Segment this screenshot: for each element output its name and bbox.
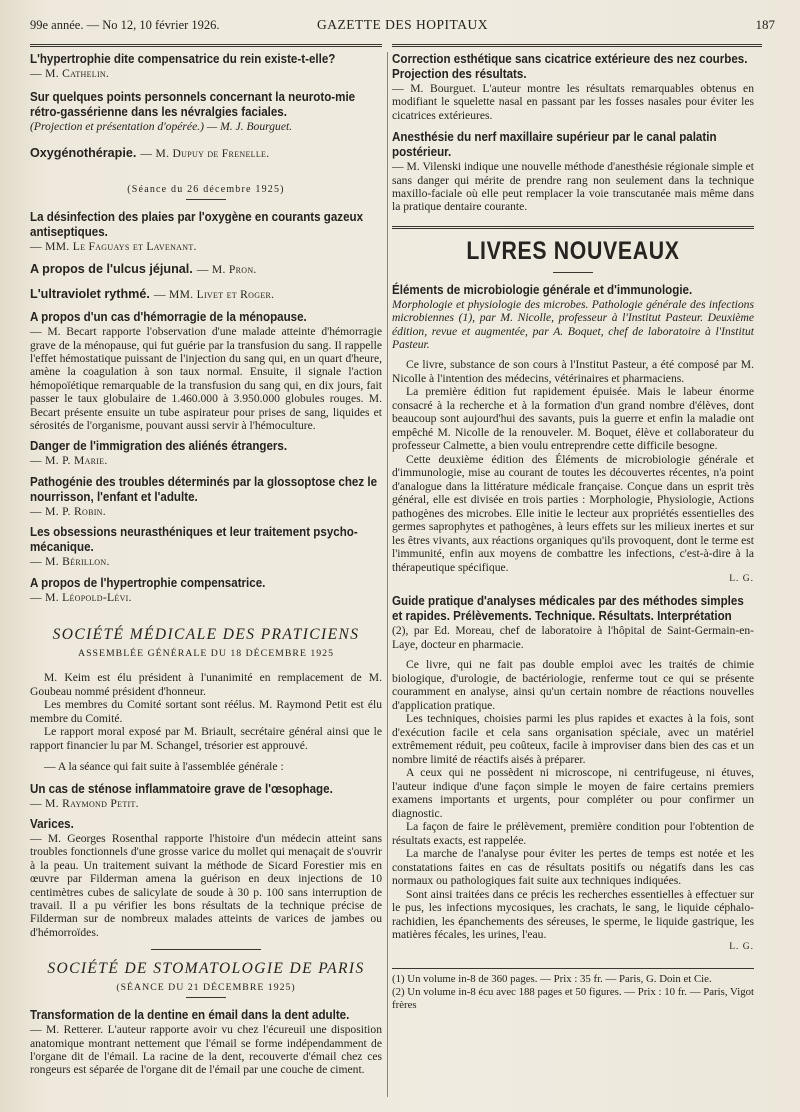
- signature: L. G.: [729, 941, 754, 952]
- book-review: [392, 283, 754, 585]
- divider: [186, 199, 226, 200]
- article-author: — MM. Livet et Roger.: [153, 288, 275, 302]
- article-title: A propos de l'ulcus jéjunal.: [30, 262, 193, 277]
- book-details: (2), par Ed. Moreau, chef de laboratoire à l'hôpital de Saint-Germain-en-Laye, docteur en pharmacie.: [392, 624, 754, 651]
- article-note: (Projection et présentation d'opérée.) — M. J. Bourguet.: [30, 120, 293, 134]
- article: [30, 576, 382, 604]
- article-author: — M. P. Robin.: [30, 504, 106, 518]
- article-body: — M. Bourguet. L'auteur montre les résultats remarquables obtenus en modifiant le squelette nasal en passant par les fosses nasales pour éviter les cicatrices extérieures.: [392, 82, 754, 122]
- book-details: Morphologie et physiologie des microbes. Pathologie générale des infections microbiennes (1), par M. Nicolle, professeur à l'Institut Pasteur. Deuxième édition, revue et augmentée, par A. Boquet, chef de laboratoire à l'Institut Pasteur.: [392, 297, 754, 352]
- article: [30, 817, 382, 939]
- article-body: — M. Vilenski indique une nouvelle méthode d'anesthésie régionale simple et sans danger qui mérite de prendre rang non seulement dans la technique maxillo-faciale où elle peut remplacer la voie transcutanée mais même dans la pratique dentaire courante.: [392, 160, 754, 214]
- article-title: Pathogénie des troubles déterminés par la glossoptose chez le nourrisson, l'enfant et l'adulte.: [30, 474, 378, 504]
- book-review: [392, 594, 754, 951]
- paragraph: Sont ainsi traitées dans ce précis les recherches essentielles à effectuer sur le pus, les infections mycosiques, les crachats, le sang, le liquide céphalo-rachidien, les épanchements des séreuses, le sperme, le liquide gastrique, les matières fécales, les urines, l'eau.: [392, 887, 754, 942]
- article-author: — M. Cathelin.: [30, 67, 110, 80]
- article-author: — M. Bérillon.: [30, 555, 110, 569]
- article: [30, 310, 382, 432]
- article-title: Un cas de sténose inflammatoire grave de l'œsophage.: [30, 781, 333, 796]
- header-rule-left: [30, 44, 382, 47]
- article: [30, 52, 382, 80]
- article-title: Les obsessions neurasthéniques et leur traitement psycho-mécanique.: [30, 525, 358, 555]
- article-body: — M. Georges Rosenthal rapporte l'histoire d'un médecin atteint sans troubles fonctionnels d'une grosse varice du mollet qui menaçait de s'ouvrir à la peau. Un traitement suivant la méthode de Sicard Forestier mis en œuvre par Filderman amena la guérison en deux injections de 10 centimètres cubes de salicylate de soude à 30 p. 100 sans interruption de travail. Il a pu vérifier les bons résultats de la technique précise de Filderman sur de nombreux malades atteints de varices de jambes ou d'hémorroïdes.: [30, 832, 382, 939]
- spacer: [392, 651, 754, 658]
- book-title: Guide pratique d'analyses médicales par des méthodes simples et rapides. Prélèvements. Technique. Résultats. Interprétation: [392, 594, 744, 624]
- article-title: Correction esthétique sans cicatrice extérieure des nez courbes. Projection des résultats.: [392, 52, 748, 81]
- article: [30, 90, 382, 133]
- session-heading: ASSEMBLÉE GÉNÉRALE DU 18 DÉCEMBRE 1925: [78, 648, 334, 660]
- paragraph: La première édition fut rapidement épuisée. Mais le labeur énorme consacré à la recherche et à la formation d'un grand nombre d'élèves, dont beaucoup sont aujourd'hui des savants, puis la guerre et enfin la maladie ont empêché M. Nicolle de la renouveler. M. Boquet, élève et collaborateur du professeur Calmette, a bien voulu entreprendre cette difficile besogne.: [392, 385, 754, 453]
- issue-info: 99e année. — No 12, 10 février 1926.: [30, 18, 220, 32]
- paragraph: Les techniques, choisies parmi les plus rapides et exactes à la fois, sont d'exécution facile et cela sans organisation spéciale, avec un matériel extrêmement réduit, peu coûteux, facile à improviser dans bien des cas et un nombre limité de réactifs aisés à préparer.: [392, 712, 754, 766]
- paragraph: Le rapport moral exposé par M. Briault, secrétaire général ainsi que le rapport financier lu par M. Schangel, trésorier est approuvé.: [30, 725, 382, 752]
- column-divider: [387, 52, 388, 1097]
- divider: [186, 997, 226, 998]
- article-title: A propos d'un cas d'hémorragie de la ménopause.: [30, 310, 307, 325]
- paragraph: Les membres du Comité sortant sont réélus. M. Raymond Petit est élu membre du Comité.: [30, 698, 382, 725]
- article-title: La désinfection des plaies par l'oxygène en courants gazeux antiseptiques.: [30, 209, 364, 239]
- article-author: — M. Dupuy de Frenelle.: [140, 146, 270, 160]
- article-title: Oxygénothérapie.: [30, 145, 137, 160]
- article: [30, 475, 382, 518]
- article-author: — M. P. Marie.: [30, 454, 108, 468]
- right-column: [392, 48, 754, 1012]
- article-body: — M. Becart rapporte l'observation d'une malade atteinte d'hémorragie grave de la ménopause, qui fut guérie par la transfusion du sang. Il rappelle l'effet hémostatique puissant de l'injection du sang qui, en un quart d'heure, amène la coagulation à son taux normal. Ensuite, il signale l'action hémopoïétique remarquable de la transfusion du sang qui, en dix jours, fait passer le taux globulaire de 1.460.000 à 3.950.000 globules rouges. M. Becart présente ensuite un tube aspirateur pour prises de sang, liquides et sérosités de l'organisme, pouvant aussi servir à l'hémoculture.: [30, 325, 382, 433]
- article: [30, 439, 382, 467]
- section-rule: [392, 226, 754, 229]
- footnote: (2) Un volume in-8 écu avec 188 pages et 50 figures. — Prix : 10 fr. — Paris, Vigot frères: [392, 985, 754, 1011]
- article-title: Sur quelques points personnels concernant la neuroto-mie rétro-gassérienne dans les névralgies faciales.: [30, 90, 356, 120]
- article: [30, 525, 382, 568]
- paragraph: La façon de faire le prélèvement, première condition pour l'obtention de résultats exacts, est rappelée.: [392, 820, 754, 847]
- article-author: — MM. Le Faguays et Lavenant.: [30, 239, 197, 253]
- divider: [151, 949, 261, 950]
- left-column: [30, 48, 382, 1084]
- article: [30, 210, 382, 253]
- paragraph: Ce livre, qui ne fait pas double emploi avec les traités de chimie biologique, d'urologie, de bactériologie, renferme tout ce qui se présente couramment en analyse, ainsi qu'un certain nombre de réactions nouvelles d'application pratique.: [392, 658, 754, 712]
- article-body: — M. Retterer. L'auteur rapporte avoir vu chez l'écureuil une disposition anatomique montrant nettement que l'émail se forme indépendamment de l'organe dit de l'émail. La racine de la dent, recouverte d'émail chez ces rongeurs est séparée de l'organe dit de l'émail par une couche de ciment.: [30, 1023, 382, 1077]
- article: [392, 130, 754, 214]
- article: [30, 144, 382, 162]
- paragraph: Cette deuxième édition des Éléments de microbiologie générale et d'immunologie, mise au courant de toutes les découvertes récentes, n'a point d'analogue dans la littérature médicale française. Conçue dans un esprit très général, elle est divisée en trois parties : Morphologie, Physiologie, Actions pathogènes des microbes. Elle initie le lecteur aux propriétés essentielles des germes saprophytes et pathogènes, à leurs effets sur les milieux inertes et sur les êtres vivants, aux réactions organiques qu'ils provoquent, dont le terme est l'immunité, enfin aux moyens de combattre les infections, c'est-à-dire à la thérapeutique spécifique.: [392, 452, 754, 574]
- article: [30, 285, 382, 303]
- paragraph: A ceux qui ne possèdent ni microscope, ni centrifugeuse, ni étuves, l'auteur indique d'une façon simple le moyen de faire certains premiers examens importants et urgents, pour compléter ou pour confirmer un diagnostic.: [392, 766, 754, 820]
- book-title: Éléments de microbiologie générale et d'immunologie.: [392, 282, 693, 297]
- article-title: Varices.: [30, 817, 74, 831]
- spacer: [392, 351, 754, 358]
- header-rule-right: [392, 44, 762, 47]
- section-title: LIVRES NOUVEAUX: [466, 236, 680, 265]
- article-title: L'hypertrophie dite compensatrice du rein existe-t-elle?: [30, 52, 336, 66]
- article-title: A propos de l'hypertrophie compensatrice.: [30, 575, 266, 590]
- article: [392, 52, 754, 122]
- session-heading: (SÉANCE DU 21 DÉCEMBRE 1925): [116, 982, 296, 994]
- paragraph: La marche de l'analyse pour éviter les pertes de temps est notée et les constatations faites en cas de résultats positifs ou négatifs dans les cas normaux ou pathologiques fait suite aux techniques indiquées.: [392, 847, 754, 888]
- footnote-rule: [392, 968, 754, 969]
- footnote: (1) Un volume in-8 de 360 pages. — Prix : 35 fr. — Paris, G. Doin et Cie.: [392, 972, 712, 985]
- article-author: — M. Pron.: [196, 263, 257, 277]
- article-author: — M. Léopold-Lévi.: [30, 590, 132, 604]
- article: [30, 782, 382, 810]
- paragraph: M. Keim est élu président à l'unanimité en remplacement de M. Goubeau nommé président d'honneur.: [30, 671, 382, 698]
- paragraph: — A la séance qui fait suite à l'assemblée générale :: [44, 760, 284, 774]
- page-header: [30, 14, 775, 40]
- article-title: Danger de l'immigration des aliénés étrangers.: [30, 439, 288, 454]
- signature: L. G.: [729, 574, 754, 585]
- divider: [553, 272, 593, 273]
- article-title: L'ultraviolet rythmé.: [30, 287, 150, 302]
- article-title: Transformation de la dentine en émail dans la dent adulte.: [30, 1008, 350, 1023]
- spacer: [30, 661, 382, 671]
- article: [30, 1008, 382, 1077]
- society-heading: SOCIÉTÉ MÉDICALE DES PRATICIENS: [52, 626, 360, 644]
- society-heading: SOCIÉTÉ DE STOMATOLOGIE DE PARIS: [47, 960, 365, 978]
- article-title: Anesthésie du nerf maxillaire supérieur par le canal palatin postérieur.: [392, 130, 717, 160]
- article: [30, 260, 382, 278]
- session-heading: (Séance du 26 décembre 1925): [127, 183, 285, 195]
- journal-title: GAZETTE DES HOPITAUX: [317, 17, 488, 32]
- page-number: 187: [755, 17, 775, 32]
- paragraph: Ce livre, substance de son cours à l'Institut Pasteur, a été composé par M. Nicolle à l'intention des médecins, vétérinaires et pharmaciens.: [392, 358, 754, 385]
- article-author: — M. Raymond Petit.: [30, 796, 139, 810]
